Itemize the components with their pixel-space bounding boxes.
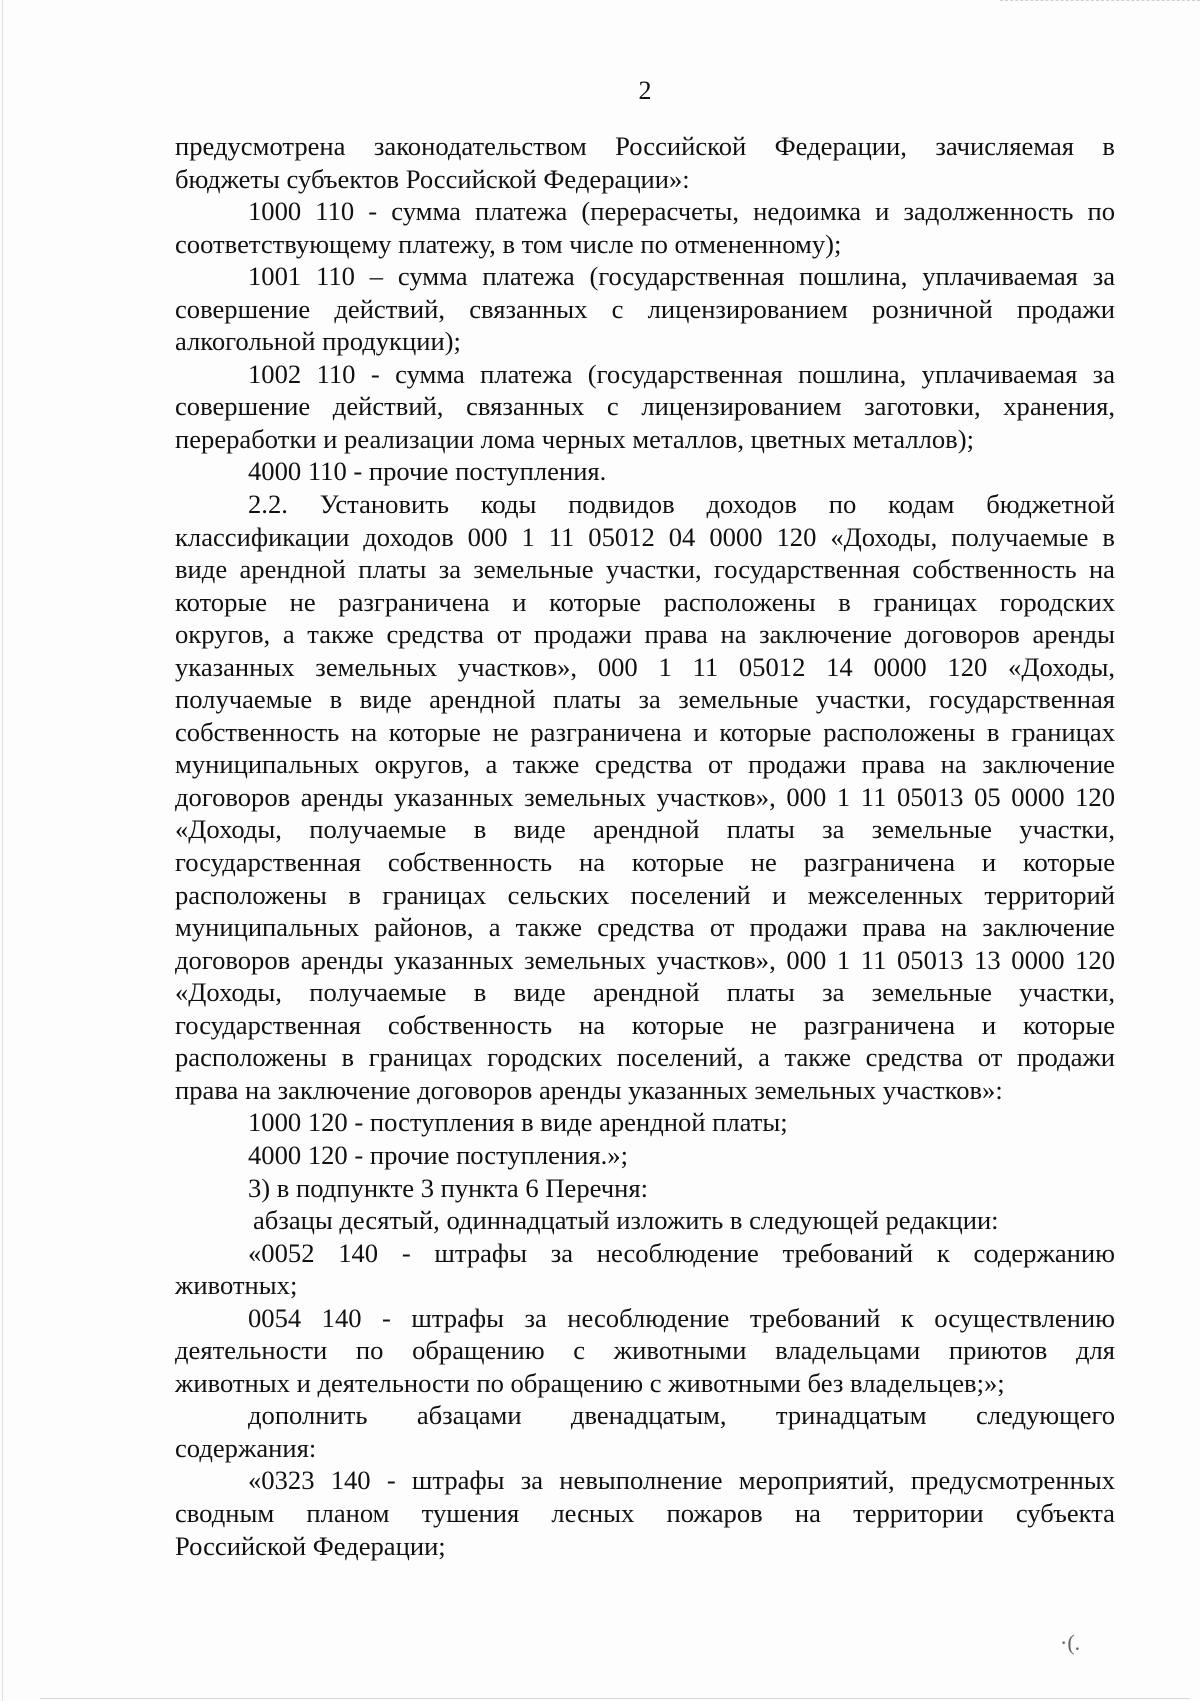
text-line: животных; (175, 1270, 298, 1301)
text-line: 1001 110 – сумма платежа (государственная пошлина, уплачиваемая за (248, 261, 1115, 292)
text-line: собственность на которые не разграничена и которые расположены в границах (175, 716, 1115, 747)
text-line: договоров аренды указанных земельных участков», 000 1 11 05013 13 0000 120 (175, 944, 1115, 975)
text-line: права на заключение договоров аренды указанных земельных участков»: (175, 1074, 1003, 1105)
text-line: сводным планом тушения лесных пожаров на территории субъекта (175, 1497, 1115, 1528)
text-line: дополнить абзацами двенадцатым, тринадцатым следующего (248, 1400, 1115, 1431)
text-line: содержания: (175, 1432, 317, 1463)
text-line: муниципальных районов, а также средства от продажи права на заключение (175, 912, 1115, 943)
scan-edge-top (1000, 0, 1200, 4)
text-line: классификации доходов 000 1 11 05012 04 0000 120 «Доходы, получаемые в (175, 521, 1115, 552)
text-line: указанных земельных участков», 000 1 11 05012 14 0000 120 «Доходы, (175, 651, 1115, 682)
text-line: алкогольной продукции); (175, 326, 461, 357)
page-number: 2 (638, 76, 652, 105)
text-line: 1000 120 - поступления в виде арендной платы; (248, 1107, 788, 1138)
text-line: бюджеты субъектов Российской Федерации»: (175, 163, 690, 194)
text-line: 2.2. Установить коды подвидов доходов по кодам бюджетной (248, 489, 1115, 520)
text-line: расположены в границах городских поселений, а также средства от продажи (175, 1042, 1115, 1073)
document-body (175, 130, 1115, 1562)
text-line: Российской Федерации; (175, 1530, 446, 1561)
text-line: совершение действий, связанных с лицензированием розничной продажи (175, 293, 1115, 324)
text-line: «Доходы, получаемые в виде арендной платы за земельные участки, (175, 814, 1115, 845)
text-line: совершение действий, связанных с лицензированием заготовки, хранения, (175, 391, 1115, 422)
text-line: 1000 110 - сумма платежа (перерасчеты, недоимка и задолженность по (248, 196, 1115, 227)
text-line: абзацы десятый, одиннадцатый изложить в следующей редакции: (253, 1205, 999, 1236)
text-line: муниципальных округов, а также средства от продажи права на заключение (175, 749, 1115, 780)
text-line: предусмотрена законодательством Российской Федерации, зачисляемая в (175, 131, 1115, 161)
text-line: «0323 140 - штрафы за невыполнение мероприятий, предусмотренных (248, 1465, 1115, 1496)
text-line: округов, а также средства от продажи права на заключение договоров аренды (175, 619, 1115, 650)
text-line: животных и деятельности по обращению с животными без владельцев;»; (175, 1367, 1005, 1398)
text-line: 3) в подпункте 3 пункта 6 Перечня: (248, 1172, 648, 1203)
text-line: договоров аренды указанных земельных участков», 000 1 11 05013 05 0000 120 (175, 781, 1115, 812)
scan-mark: ·(. (1060, 1630, 1081, 1655)
text-line: 0054 140 - штрафы за несоблюдение требований к осуществлению (248, 1302, 1115, 1333)
text-line: виде арендной платы за земельные участки, государственная собственность на (175, 554, 1115, 585)
text-line: переработки и реализации лома черных металлов, цветных металлов); (175, 423, 974, 454)
text-line: соответствующему платежу, в том числе по отмененному); (175, 228, 842, 259)
text-line: 4000 120 - прочие поступления.»; (248, 1139, 628, 1170)
text-line: государственная собственность на которые не разграничена и которые (175, 847, 1115, 878)
text-line: получаемые в виде арендной платы за земельные участки, государственная (175, 684, 1115, 715)
text-line: «Доходы, получаемые в виде арендной платы за земельные участки, (175, 977, 1115, 1008)
scan-edge-bottom (40, 1698, 1190, 1699)
scan-edge-left (2, 0, 3, 1701)
text-line: которые не разграничена и которые расположены в границах городских (175, 586, 1115, 617)
text-line: деятельности по обращению с животными владельцами приютов для (175, 1335, 1115, 1366)
text-line: 1002 110 - сумма платежа (государственная пошлина, уплачиваемая за (248, 358, 1115, 389)
text-line: государственная собственность на которые не разграничена и которые (175, 1009, 1115, 1040)
text-line: 4000 110 - прочие поступления. (248, 456, 607, 487)
text-line: расположены в границах сельских поселений и межселенных территорий (175, 879, 1115, 910)
text-line: «0052 140 - штрафы за несоблюдение требований к содержанию (248, 1237, 1115, 1268)
